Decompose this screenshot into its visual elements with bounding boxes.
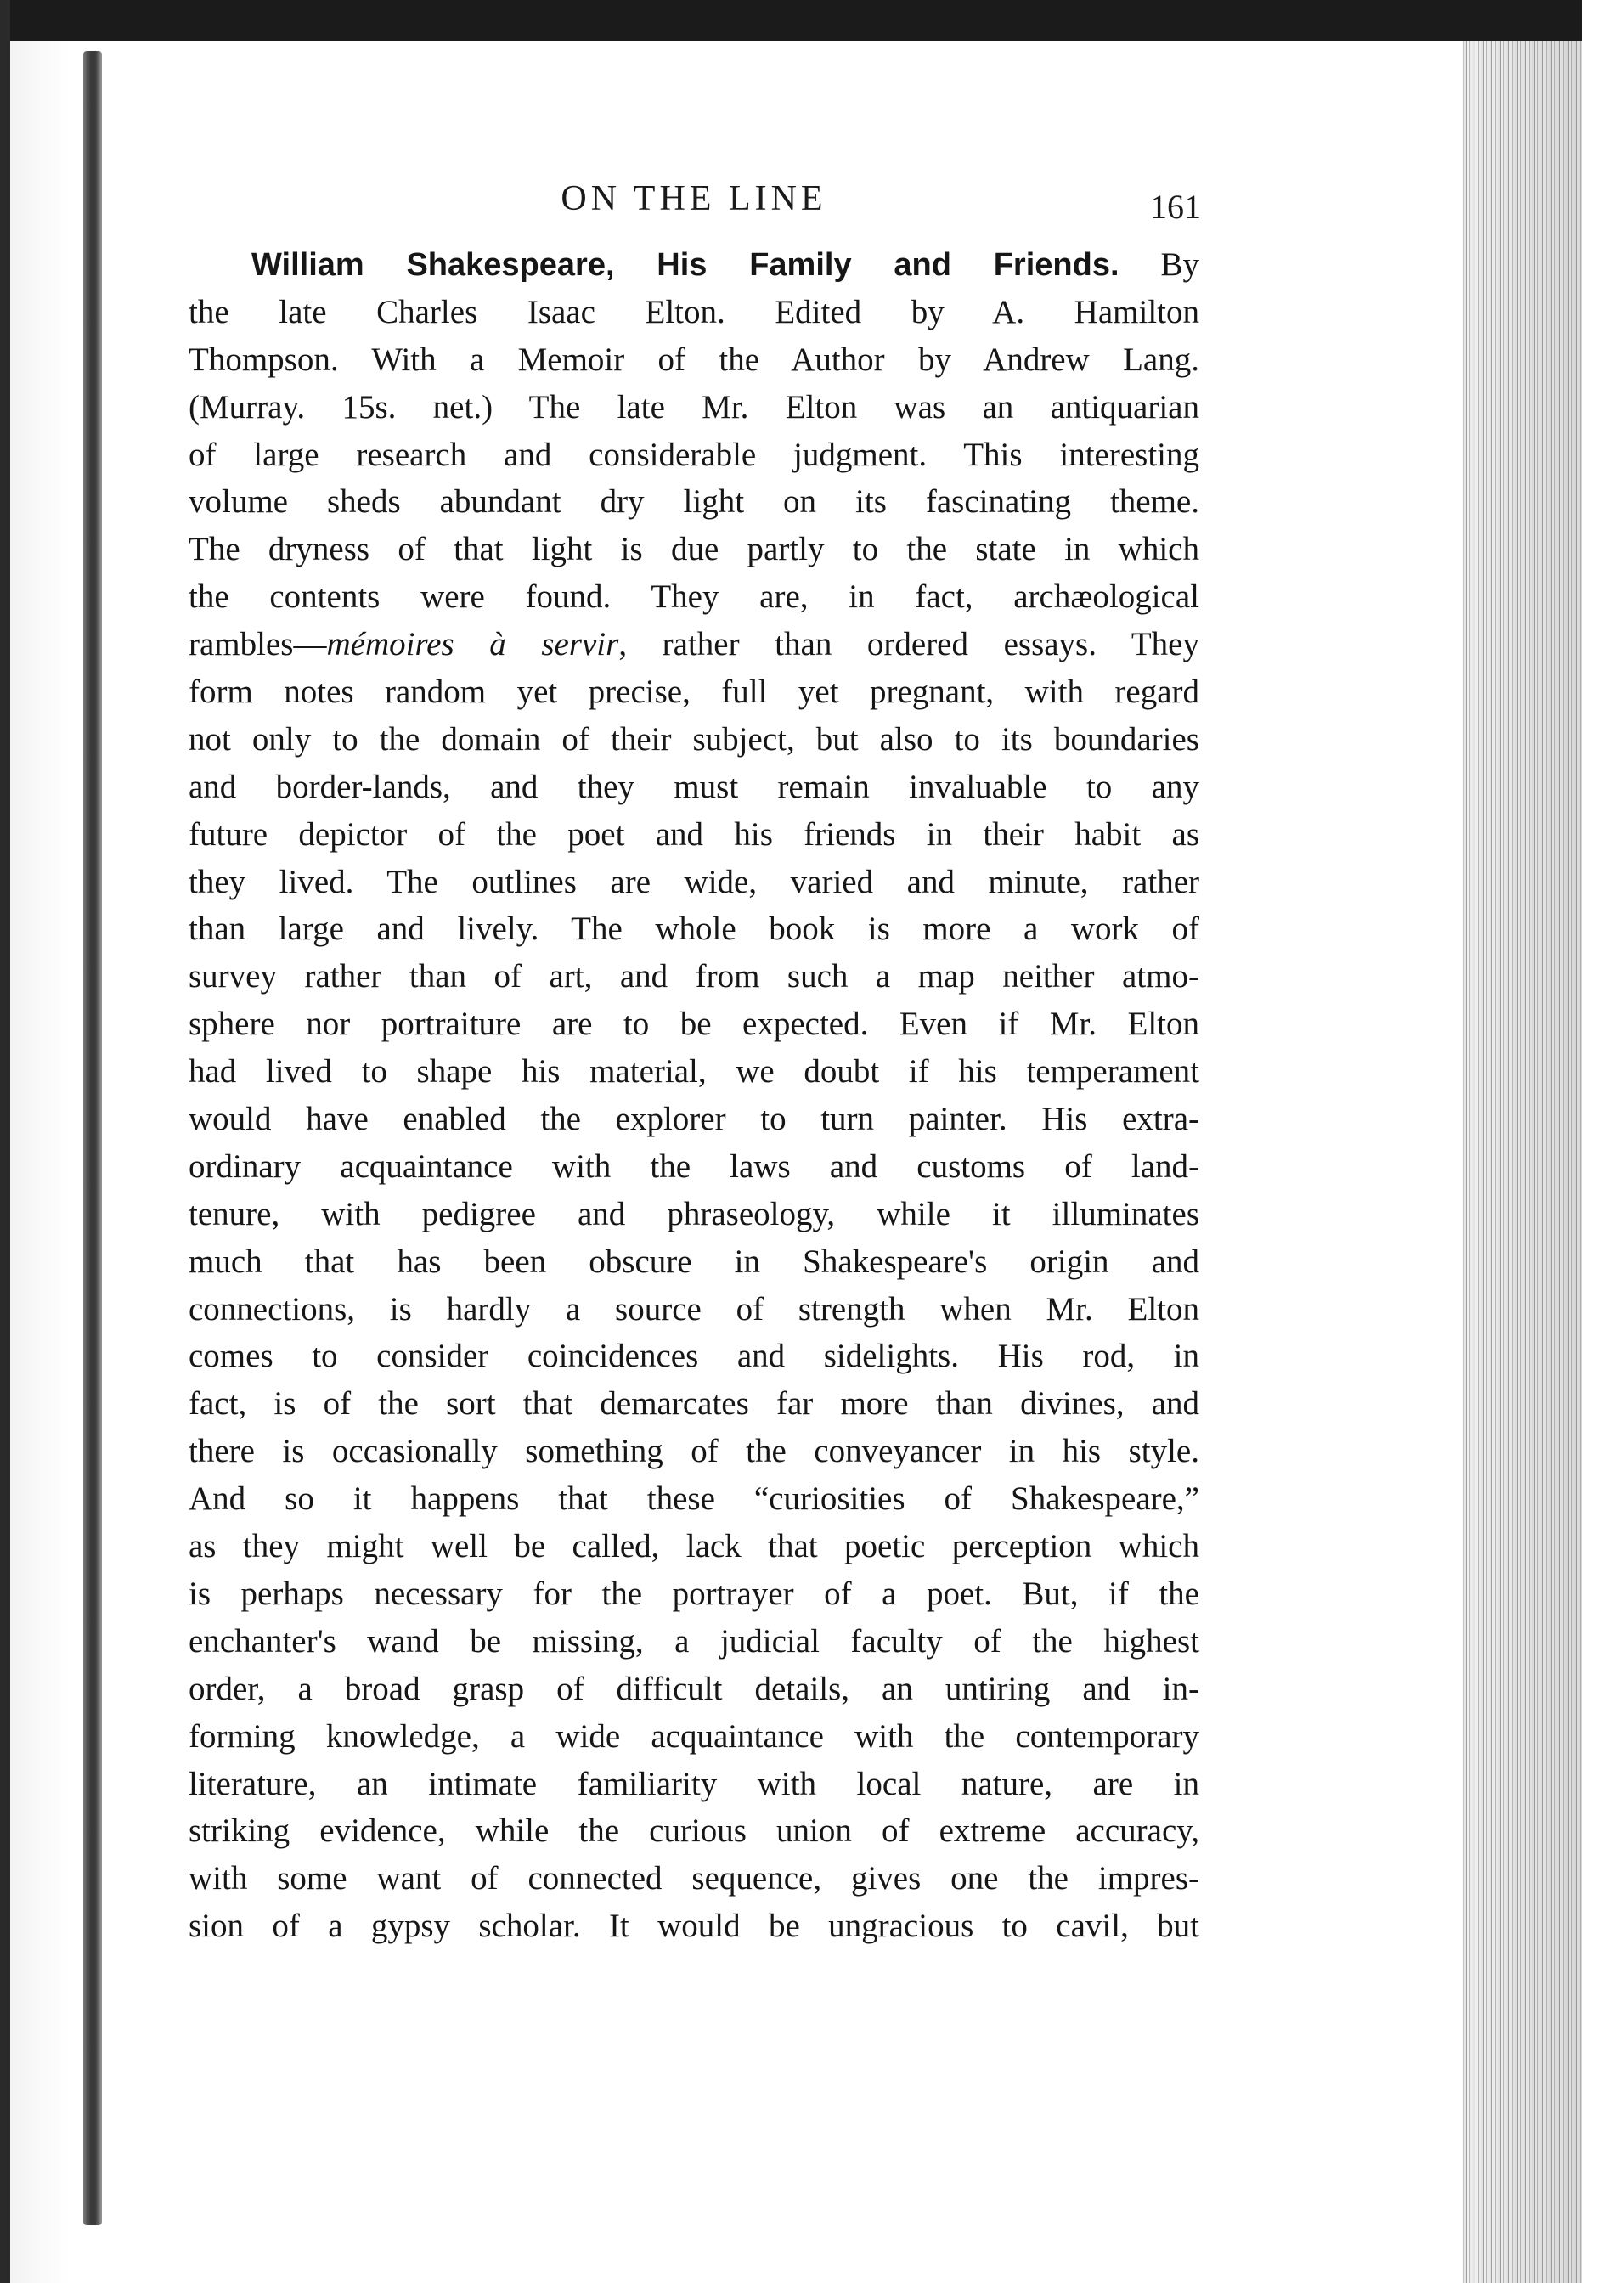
text-line: not only to the domain of their subject, but also to its boundaries bbox=[189, 720, 1199, 758]
text-line: sion of a gypsy scholar. It would be ungracious to cavil, but bbox=[189, 1908, 1199, 1945]
book-title: William Shakespeare, His Family and Friends. bbox=[251, 247, 1119, 283]
text-line: with some want of connected sequence, gives one the impres- bbox=[189, 1860, 1199, 1897]
text-line: would have enabled the explorer to turn painter. His extra- bbox=[189, 1101, 1199, 1138]
text-line: survey rather than of art, and from such a map neither atmo- bbox=[189, 958, 1199, 995]
text-line: sphere nor portraiture are to be expected. Even if Mr. Elton bbox=[189, 1006, 1199, 1043]
italic-phrase: mémoires à servir bbox=[326, 626, 619, 663]
text-line: forming knowledge, a wide acquaintance with the contemporary bbox=[189, 1717, 1199, 1755]
text-line: the contents were found. They are, in fact, archæological bbox=[189, 578, 1199, 616]
book-page bbox=[189, 170, 1199, 1950]
text-line: And so it happens that these “curiosities of Shakespeare,” bbox=[189, 1480, 1199, 1518]
text-line: and border-lands, and they must remain invaluable to any bbox=[189, 768, 1199, 805]
gutter-shadow bbox=[10, 41, 70, 2283]
text-line-italic bbox=[189, 621, 1199, 668]
text-line: is perhaps necessary for the portrayer of a poet. But, if the bbox=[189, 1575, 1199, 1612]
italic-line-before: rambles— bbox=[189, 626, 327, 663]
text-line: than large and lively. The whole book is more a work of bbox=[189, 910, 1199, 948]
text-line: there is occasionally something of the conveyancer in his style. bbox=[189, 1433, 1199, 1470]
body-text bbox=[189, 241, 1199, 1950]
page-number: 161 bbox=[1150, 188, 1201, 226]
text-line: as they might well be called, lack that poetic perception which bbox=[189, 1528, 1199, 1565]
first-line-rest: By bbox=[1160, 246, 1199, 283]
text-line: striking evidence, while the curious union of extreme accuracy, bbox=[189, 1812, 1199, 1850]
text-line: literature, an intimate familiarity with local nature, are in bbox=[189, 1765, 1199, 1802]
italic-line-after: , rather than ordered essays. They bbox=[618, 626, 1199, 663]
text-line: (Murray. 15s. net.) The late Mr. Elton was an antiquarian bbox=[189, 388, 1199, 426]
text-line: enchanter's wand be missing, a judicial faculty of the highest bbox=[189, 1622, 1199, 1660]
text-line: comes to consider coincidences and sidelights. His rod, in bbox=[189, 1338, 1199, 1375]
text-line: ordinary acquaintance with the laws and customs of land- bbox=[189, 1147, 1199, 1185]
book-gutter bbox=[83, 51, 102, 2225]
text-line: much that has been obscure in Shakespeare's origin and bbox=[189, 1243, 1199, 1280]
text-line: The dryness of that light is due partly to the state in which bbox=[189, 531, 1199, 568]
text-line: had lived to shape his material, we doubt if his temperament bbox=[189, 1053, 1199, 1091]
scan-border-left bbox=[0, 0, 10, 2283]
text-line: volume sheds abundant dry light on its fascinating theme. bbox=[189, 483, 1199, 521]
text-line: the late Charles Isaac Elton. Edited by A. Hamilton bbox=[189, 293, 1199, 330]
running-title: ON THE LINE bbox=[561, 179, 827, 218]
text-line: connections, is hardly a source of strength when Mr. Elton bbox=[189, 1290, 1199, 1328]
scan-border-top bbox=[0, 0, 1624, 41]
text-line-1 bbox=[189, 241, 1199, 289]
text-line: of large research and considerable judgment. This interesting bbox=[189, 436, 1199, 473]
text-line: Thompson. With a Memoir of the Author by Andrew Lang. bbox=[189, 341, 1199, 378]
page-edges-shade bbox=[1463, 41, 1582, 2283]
running-head bbox=[189, 170, 1199, 231]
text-line: they lived. The outlines are wide, varied and minute, rather bbox=[189, 863, 1199, 900]
text-line: future depictor of the poet and his friends in their habit as bbox=[189, 815, 1199, 853]
scan-border-right bbox=[1582, 0, 1624, 2283]
text-line: order, a broad grasp of difficult details, an untiring and in- bbox=[189, 1670, 1199, 1707]
text-line: fact, is of the sort that demarcates far more than divines, and bbox=[189, 1385, 1199, 1423]
text-line: form notes random yet precise, full yet pregnant, with regard bbox=[189, 674, 1199, 711]
text-line: tenure, with pedigree and phraseology, while it illuminates bbox=[189, 1195, 1199, 1232]
